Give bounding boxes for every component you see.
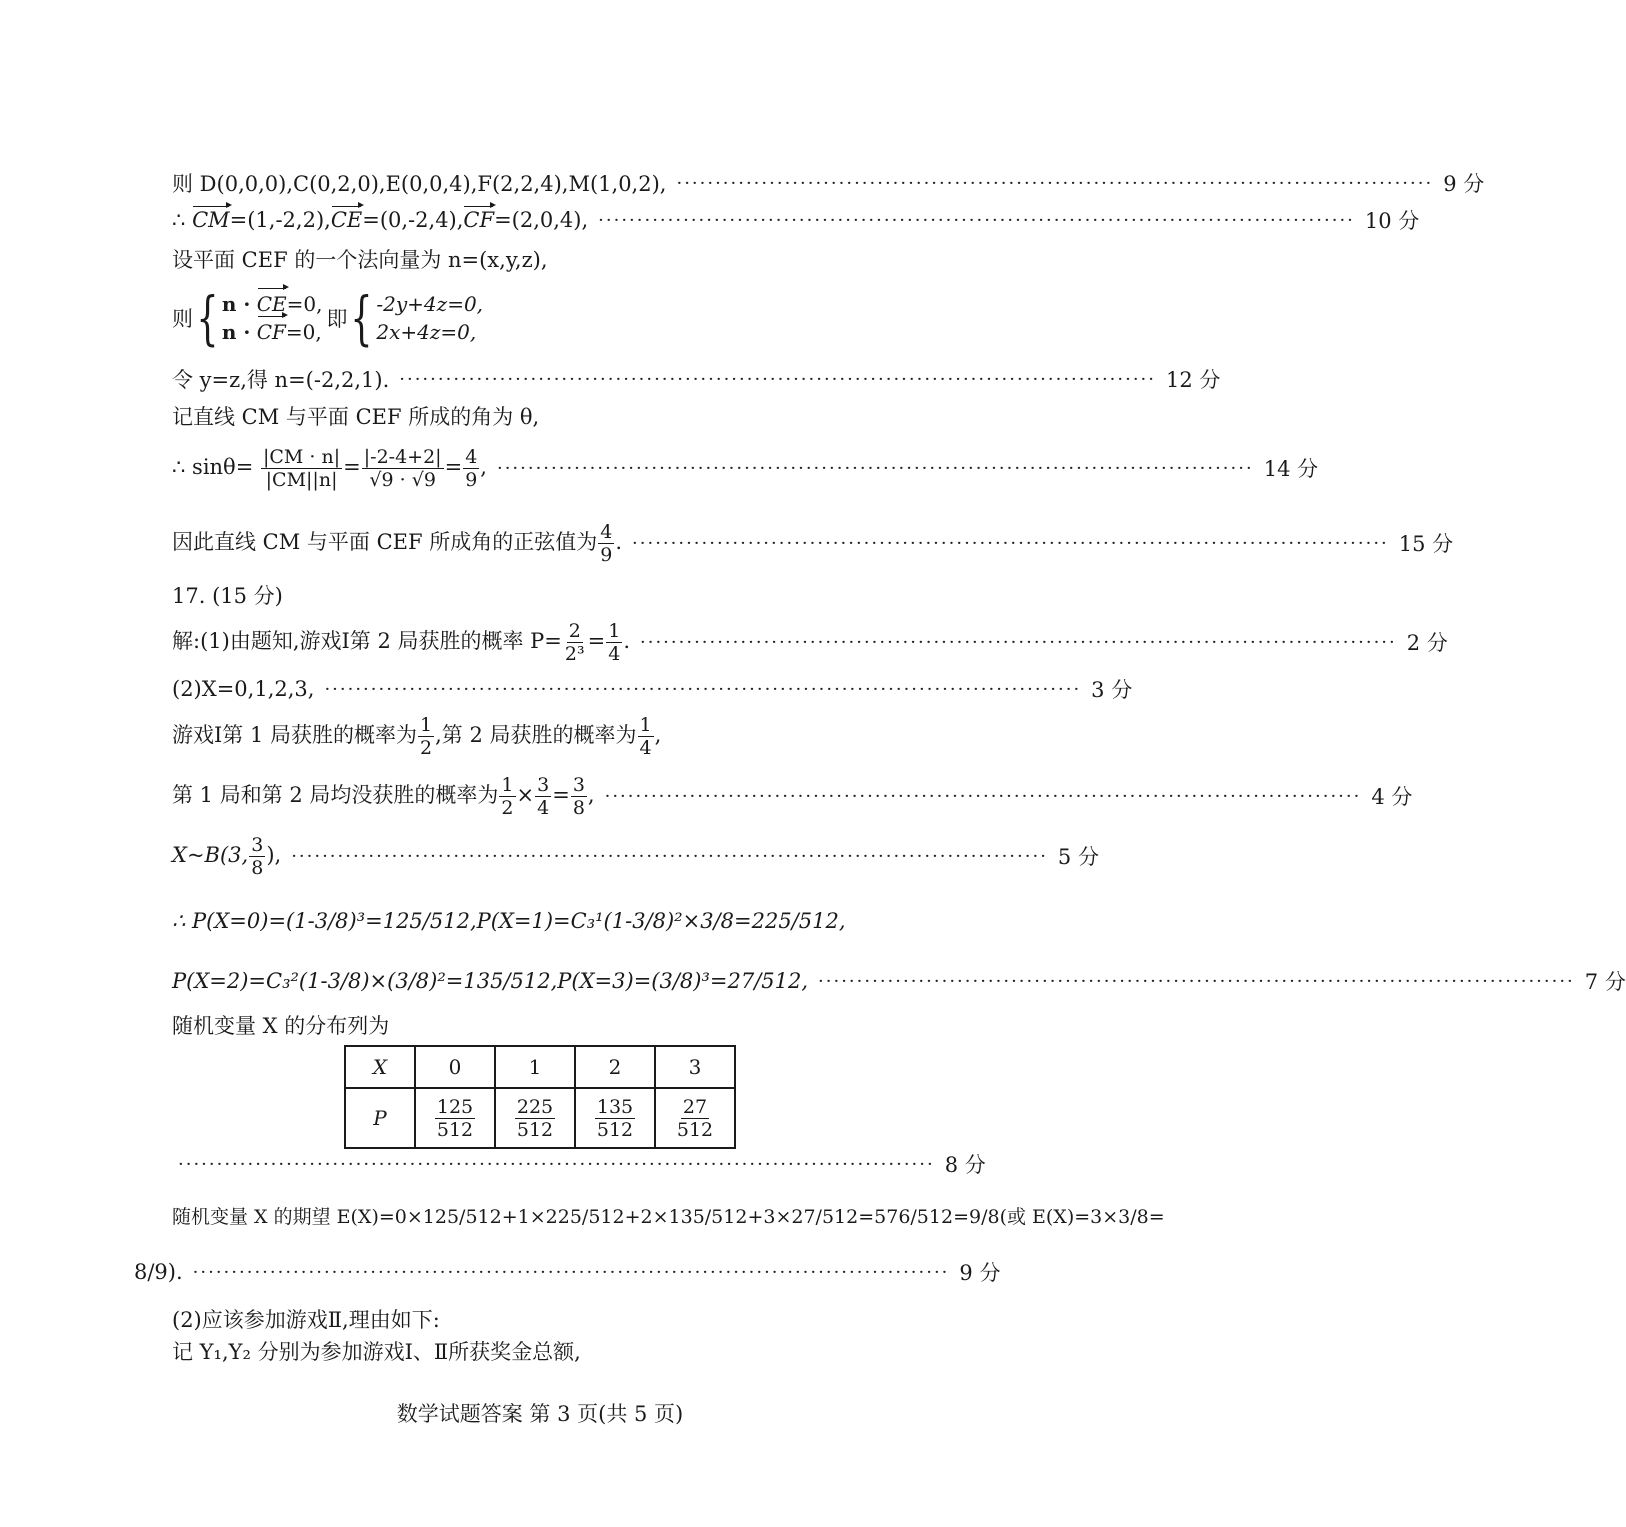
numerator: 125: [436, 1095, 474, 1118]
numerator: 1: [639, 713, 652, 736]
normal-dot: n ·: [221, 292, 251, 316]
score-label: 7 分: [1584, 970, 1626, 994]
solution-line-p2-p3: [172, 956, 1626, 1006]
table-header-cell: 0: [415, 1046, 495, 1088]
line-text: [172, 620, 630, 665]
denominator: 2³: [564, 642, 585, 665]
left-brace-icon: {: [196, 284, 219, 352]
numerator: 1: [420, 713, 433, 736]
denominator: 4: [608, 642, 621, 665]
solution-line-p0-p1: [172, 896, 946, 946]
table-cell: [495, 1088, 575, 1148]
solution-line-expectation: [172, 1190, 1165, 1240]
score-label: 10 分: [1364, 209, 1420, 233]
fraction: [571, 774, 587, 819]
vector-ce: CE: [256, 292, 287, 316]
system-row: [222, 318, 323, 346]
table-header-cell: X: [345, 1046, 415, 1088]
times: ×: [516, 782, 535, 807]
line-text: 记直线 CM 与平面 CEF 所成的角为 θ,: [172, 405, 540, 429]
equals: =: [444, 454, 463, 479]
numerator: 225: [516, 1095, 554, 1118]
punctuation: ,: [654, 722, 662, 747]
denominator: 512: [596, 1118, 634, 1141]
fraction: [563, 620, 587, 665]
table-header-cell: 1: [495, 1046, 575, 1088]
score-label: 9 分: [1443, 172, 1485, 196]
denominator: 8: [572, 796, 585, 819]
fraction: [515, 1096, 555, 1141]
line-text: P(X=2)=C₃²(1-3/8)×(3/8)²=135/512,P(X=3)=(3/8)³=27/512,: [172, 969, 809, 993]
solution-line-values: [172, 670, 1133, 708]
line-text: (2)应该参加游戏Ⅱ,理由如下:: [172, 1308, 440, 1332]
numerator: 1: [501, 773, 514, 796]
solution-line-angle: [172, 397, 946, 435]
prob-text: 第 1 局和第 2 局均没获胜的概率为: [172, 782, 499, 807]
numerator: 3: [537, 773, 550, 796]
vector-cm: CM: [192, 208, 230, 232]
line-text: (2)X=0,1,2,3,: [172, 677, 315, 701]
system-right: [376, 290, 483, 346]
table-cell: [415, 1088, 495, 1148]
solution-line-sine: [172, 440, 1319, 496]
solution-line-probabilities: [172, 708, 946, 764]
question-header: [172, 576, 946, 614]
numerator: 3: [572, 773, 585, 796]
equation-system: [172, 285, 946, 351]
dot-leader: ··································································································: [598, 209, 1355, 231]
sine-prefix: ∴ sinθ=: [172, 454, 254, 479]
vector-ce: CE: [330, 208, 363, 232]
numerator: 1: [608, 619, 621, 642]
fraction: [499, 774, 515, 819]
solution-line-normal-vector: [172, 240, 946, 278]
solution-line-binomial: [172, 828, 1099, 884]
line-text: 则 D(0,0,0),C(0,2,0),E(0,0,4),F(2,2,4),M(1,0,2),: [172, 172, 667, 196]
fraction: [249, 834, 265, 879]
score-label: 5 分: [1057, 845, 1099, 869]
score-label: 8 分: [944, 1153, 986, 1177]
denominator: 2: [501, 796, 514, 819]
denominator: √9 · √9: [369, 468, 436, 491]
fraction: [606, 620, 622, 665]
solution-line-conclusion: [172, 515, 1454, 571]
line-text: [172, 446, 487, 491]
row-value: =0,: [286, 292, 323, 316]
vector-cf: CF: [256, 320, 286, 344]
dot-leader: ··································································································: [818, 970, 1575, 992]
denominator: 4: [537, 796, 550, 819]
line-text: [172, 774, 595, 819]
line-text: 记 Y₁,Y₂ 分别为参加游戏Ⅰ、Ⅱ所获奖金总额,: [172, 1340, 581, 1364]
row-value: =0,: [285, 320, 322, 344]
dot-leader: ··································································································: [496, 457, 1254, 479]
line-text: [172, 714, 661, 759]
dot-leader: ··································································································: [676, 172, 1434, 194]
dot-leader: ··································································································: [178, 1153, 935, 1175]
denominator: 512: [516, 1118, 554, 1141]
line-text: [172, 834, 281, 879]
score-label: 3 分: [1091, 678, 1133, 702]
equals: =: [552, 782, 570, 807]
system-left: [222, 290, 323, 346]
fraction: [675, 1096, 715, 1141]
vector-ce-value: =(0,-2,4),: [362, 208, 464, 232]
binomial-text: X~B(3,: [172, 842, 249, 867]
denominator: 4: [639, 736, 652, 759]
vector-cf: CF: [463, 208, 495, 232]
equals: =: [587, 628, 606, 653]
solution-line-vectors: [172, 201, 1420, 239]
line-text: 随机变量 X 的期望 E(X)=0×125/512+1×225/512+2×135/512+3×27/512=576/512=9/8(或 E(X)=3×3/8=: [172, 1205, 1165, 1228]
system-row: [222, 290, 323, 318]
prob-text: 游戏Ⅰ第 1 局获胜的概率为: [172, 722, 418, 747]
dot-leader: ··································································································: [640, 631, 1397, 653]
score-label: 4 分: [1371, 785, 1413, 809]
solution-line-coordinates: [172, 164, 1485, 202]
vector-cf-value: =(2,0,4),: [494, 208, 589, 232]
solution-line-rewards: [172, 1332, 946, 1370]
system-connector: 即: [326, 307, 348, 331]
line-text: 设平面 CEF 的一个法向量为 n=(x,y,z),: [172, 248, 548, 272]
solution-line-part1: [172, 614, 1448, 670]
part1-text: 解:(1)由题知,游戏Ⅰ第 2 局获胜的概率 P=: [172, 628, 562, 653]
fraction: [362, 446, 444, 491]
system-row: 2x+4z=0,: [376, 320, 477, 344]
solution-line-no-win: [172, 768, 1413, 824]
fraction: [598, 521, 614, 566]
question-number: 17. (15 分): [172, 584, 283, 608]
table-cell: [575, 1088, 655, 1148]
denominator: 9: [600, 543, 613, 566]
left-brace-icon: {: [350, 284, 374, 352]
table-header-cell: 2: [575, 1046, 655, 1088]
prob-text: ,第 2 局获胜的概率为: [435, 722, 637, 747]
dot-leader: ··································································································: [291, 845, 1048, 867]
denominator: 2: [420, 736, 433, 759]
solution-line-distribution-intro: [172, 1006, 946, 1044]
punctuation: ,: [480, 454, 487, 479]
system-row: -2y+4z=0,: [376, 292, 484, 316]
line-text: ∴ P(X=0)=(1-3/8)³=125/512,P(X=1)=C₃¹(1-3/8)²×3/8=225/512,: [172, 909, 846, 933]
line-text: 随机变量 X 的分布列为: [172, 1014, 390, 1038]
conclusion-text: 因此直线 CM 与平面 CEF 所成角的正弦值为: [172, 529, 598, 554]
solution-line-normal-result: [172, 360, 1221, 398]
denominator: 512: [436, 1118, 474, 1141]
table-cell: [655, 1088, 735, 1148]
system-prefix: 则: [172, 307, 193, 331]
dot-leader: ··································································································: [192, 1261, 950, 1283]
table-header-cell: 3: [655, 1046, 735, 1088]
table-row: [345, 1088, 735, 1148]
distribution-table: [344, 1045, 736, 1149]
score-label: 14 分: [1263, 457, 1319, 481]
punctuation: ,: [587, 782, 595, 807]
denominator: 512: [676, 1118, 714, 1141]
table-header-row: [345, 1046, 735, 1088]
dot-leader: ··································································································: [632, 532, 1389, 554]
fraction: [535, 774, 551, 819]
solution-line-table-score: [178, 1145, 986, 1183]
punctuation: .: [615, 529, 623, 554]
score-label: 15 分: [1398, 532, 1454, 556]
dot-leader: ··································································································: [324, 678, 1082, 700]
denominator: |CM||n|: [265, 468, 338, 491]
numerator: 135: [596, 1095, 634, 1118]
numerator: 4: [465, 445, 478, 468]
fraction: [595, 1096, 635, 1141]
denominator: 8: [251, 856, 264, 879]
score-label: 9 分: [959, 1261, 1001, 1285]
line-text: [172, 521, 622, 566]
table-row-label: P: [345, 1088, 415, 1148]
numerator: 2: [568, 619, 581, 642]
solution-line-expectation-end: [134, 1250, 1001, 1294]
dot-leader: ··································································································: [604, 785, 1362, 807]
numerator: 3: [251, 833, 264, 856]
score-label: 2 分: [1406, 631, 1448, 655]
fraction: [261, 446, 342, 491]
fraction: [418, 714, 434, 759]
denominator: 9: [465, 468, 478, 491]
numerator: 4: [600, 520, 613, 543]
dot-leader: ··································································································: [399, 368, 1156, 390]
vector-cm-value: =(1,-2,2),: [229, 208, 331, 232]
line-text: [172, 208, 588, 232]
score-label: 12 分: [1166, 368, 1221, 392]
numerator: |-2-4+2|: [363, 445, 442, 468]
page-footer: 数学试题答案 第 3 页(共 5 页): [396, 1402, 684, 1426]
line-text: 8/9).: [134, 1260, 183, 1284]
punctuation: .: [623, 628, 631, 653]
numerator: |CM · n|: [262, 445, 341, 468]
fraction: [638, 714, 654, 759]
line-text: 令 y=z,得 n=(-2,2,1).: [172, 368, 390, 392]
fraction: [463, 446, 479, 491]
therefore-symbol: ∴: [172, 208, 186, 232]
equals: =: [343, 454, 361, 479]
numerator: 27: [682, 1095, 708, 1118]
punctuation: ),: [266, 842, 282, 867]
fraction: [435, 1096, 475, 1141]
normal-dot: n ·: [221, 320, 251, 344]
